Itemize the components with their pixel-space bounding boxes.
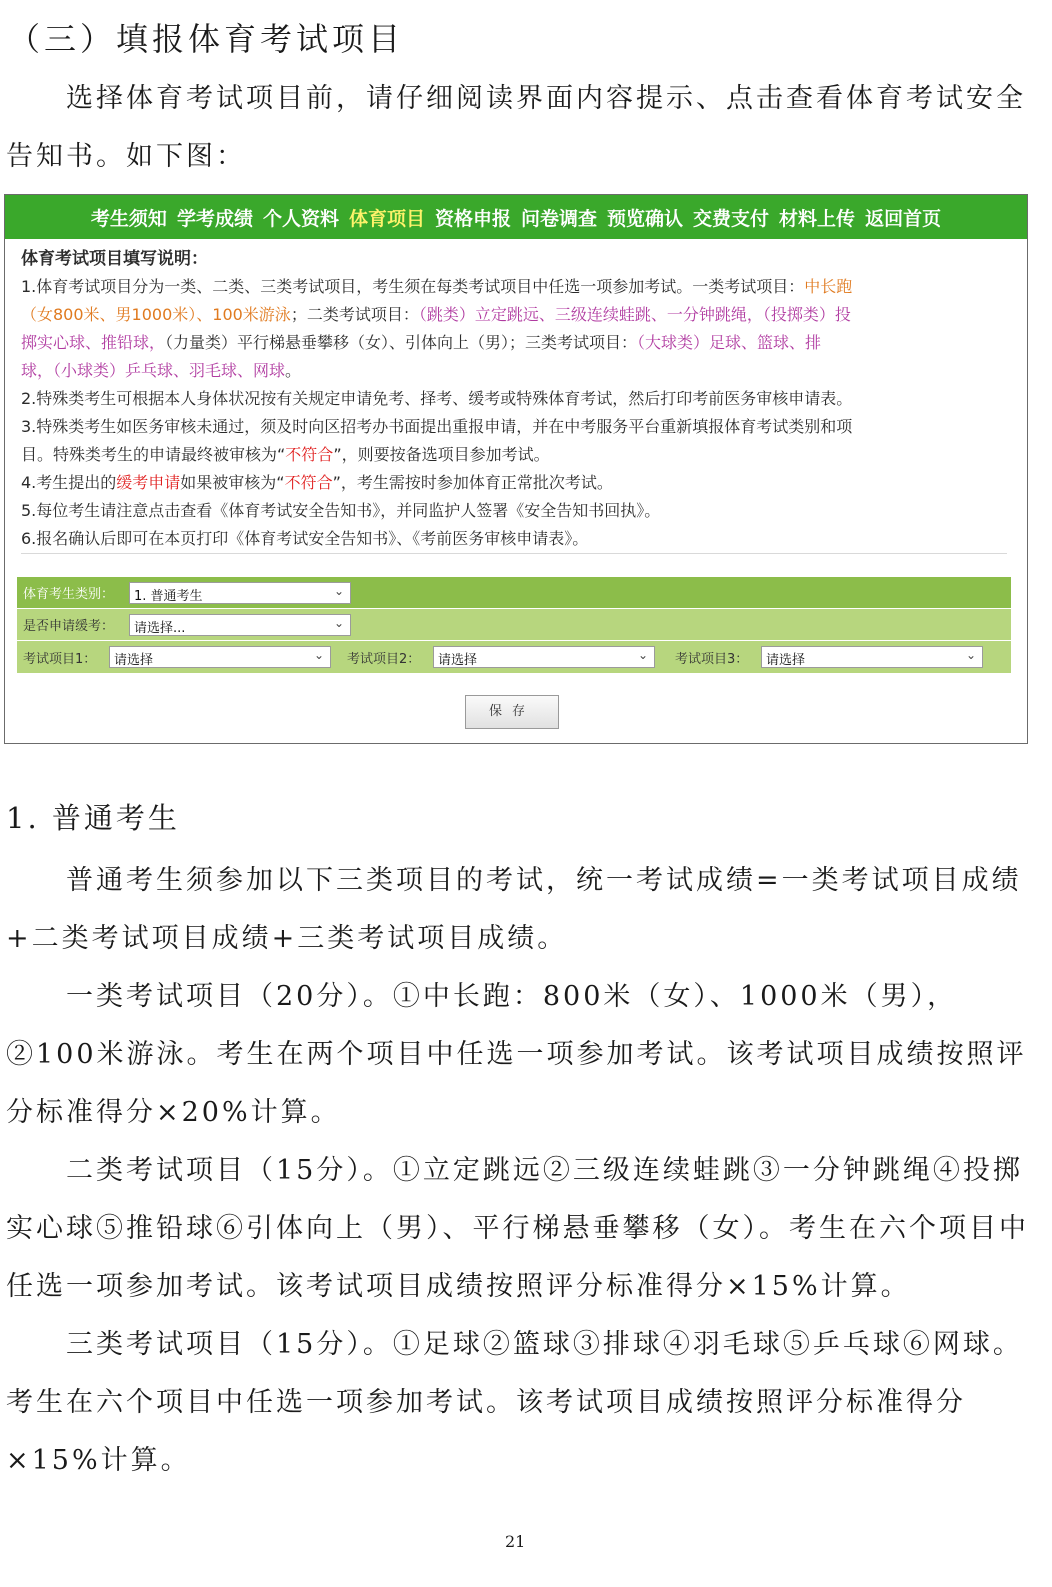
instruction-line xyxy=(21,441,1013,469)
defer-label: 是否申请缓考： xyxy=(23,619,115,634)
text: ；三类考试项目： xyxy=(509,333,638,352)
select-value: 请选择... xyxy=(134,620,186,636)
item2-label: 考试项目2： xyxy=(347,651,421,667)
category-select[interactable] xyxy=(129,582,351,604)
instruction-line: 6.报名确认后即可在本页打印《体育考试安全告知书》、《考前医务审核申请表》。 xyxy=(21,529,589,548)
instruction-line xyxy=(21,273,1013,301)
form-row-category xyxy=(17,577,1011,609)
item3-select[interactable] xyxy=(761,646,983,668)
chevron-down-icon: ⌄ xyxy=(313,648,324,662)
nav-item-qualification[interactable]: 资格申报 xyxy=(434,207,511,230)
text: 如果被审核为“ xyxy=(180,473,285,492)
instructions xyxy=(5,239,1027,553)
chevron-down-icon: ⌄ xyxy=(637,648,648,662)
select-value: 请选择 xyxy=(766,653,806,668)
text: ”，考生需按时参加体育正常批次考试。 xyxy=(332,473,613,492)
text: （女800米、男1000米）、100米游泳 xyxy=(21,305,291,324)
item1-select[interactable] xyxy=(109,646,331,668)
section-heading: （三）填报体育考试项目 xyxy=(8,20,405,58)
text: 。 xyxy=(285,361,302,380)
select-value: 请选择 xyxy=(438,653,478,668)
paragraph-category1: 一类考试项目（20分）。①中长跑：800米（女）、1000米（男），②100米游泳。考生在两个项目中任选一项参加考试。该考试项目成绩按照评分标准得分×20%计算。 xyxy=(6,981,1027,1128)
nav-item-upload[interactable]: 材料上传 xyxy=(779,207,856,230)
text: （跳类）立定跳远、三级连续蛙跳、一分钟跳绳，（投掷类）投 xyxy=(418,305,851,324)
nav-item-pe[interactable]: 体育项目 xyxy=(348,207,425,230)
chevron-down-icon: ⌄ xyxy=(333,583,344,598)
sub-heading: 1. 普通考生 xyxy=(6,801,180,835)
save-button[interactable]: 保存 xyxy=(465,695,559,729)
text: 掷实心球、推铅球， xyxy=(21,333,166,352)
nav-item-profile[interactable]: 个人资料 xyxy=(262,207,339,230)
text: （力量类）平行梯悬垂攀移（女）、引体向上（男） xyxy=(165,333,510,352)
item2-select[interactable] xyxy=(433,646,655,668)
paragraph-category2: 二类考试项目（15分）。①立定跳远②三级连续蛙跳③一分钟跳绳④投掷实心球⑤推铅球⑥引体向上（男）、平行梯悬垂攀移（女）。考生在六个项目中任选一项参加考试。该考试项目成绩按照评分标准得分×15%计算。 xyxy=(6,1155,1029,1302)
defer-select[interactable] xyxy=(129,614,351,636)
text: （大球类）足球、篮球、排 xyxy=(637,333,822,352)
nav-item-preview[interactable]: 预览确认 xyxy=(607,207,684,230)
nav-item-home[interactable]: 返回首页 xyxy=(865,207,942,230)
instruction-line xyxy=(21,301,1013,329)
instruction-line xyxy=(21,357,1013,385)
text: 缓考申请 xyxy=(116,473,181,492)
pe-form xyxy=(17,577,1011,673)
select-value: 请选择 xyxy=(114,653,154,668)
text: ”，则要按备选项目参加考试。 xyxy=(333,445,550,464)
nav-bar xyxy=(5,195,1027,239)
text: ；二类考试项目： xyxy=(290,305,419,324)
text: 不符合 xyxy=(285,445,334,464)
nav-item-payment[interactable]: 交费支付 xyxy=(693,207,770,230)
instructions-title: 体育考试项目填写说明： xyxy=(21,249,208,269)
chevron-down-icon: ⌄ xyxy=(333,615,344,630)
instruction-line xyxy=(21,329,1013,357)
paragraph-category3: 三类考试项目（15分）。①足球②篮球③排球④羽毛球⑤乒乓球⑥网球。考生在六个项目中任选一项参加考试。该考试项目成绩按照评分标准得分×15%计算。 xyxy=(6,1329,1023,1476)
chevron-down-icon: ⌄ xyxy=(965,648,976,662)
category-label: 体育考生类别： xyxy=(23,587,115,602)
nav-item-scores[interactable]: 学考成绩 xyxy=(176,207,253,230)
intro-paragraph: 选择体育考试项目前，请仔细阅读界面内容提示、点击查看体育考试安全告知书。如下图： xyxy=(6,83,1026,172)
item3-label: 考试项目3： xyxy=(675,651,749,667)
instruction-line xyxy=(21,469,1013,497)
instruction-line: 5.每位考生请注意点击查看《体育考试安全告知书》，并同监护人签署《安全告知书回执》。 xyxy=(21,501,661,520)
text: 球，（小球类）乒乓球、羽毛球、网球 xyxy=(21,361,286,380)
select-value: 1. 普通考生 xyxy=(134,588,203,604)
page-number: 21 xyxy=(505,1532,526,1551)
instruction-line: 3.特殊类考生如医务审核未通过，须及时向区招考办书面提出重报申请，并在中考服务平台重新填报体育考试类别和项 xyxy=(21,417,853,436)
text: 不符合 xyxy=(284,473,333,492)
paragraph-total: 普通考生须参加以下三类项目的考试，统一考试成绩=一类考试项目成绩+二类考试项目成绩+三类考试项目成绩。 xyxy=(6,865,1022,954)
item1-label: 考试项目1： xyxy=(23,651,97,667)
text: 目。特殊类考生的申请最终被审核为“ xyxy=(21,445,286,464)
registration-panel-screenshot xyxy=(4,194,1028,744)
text: 1.体育考试项目分为一类、二类、三类考试项目，考生须在每类考试项目中任选一项参加考试。一类考试项目： xyxy=(21,277,805,296)
divider xyxy=(21,553,1007,554)
nav-item-notice[interactable]: 考生须知 xyxy=(90,207,167,230)
form-row-items xyxy=(17,641,1011,673)
instruction-line: 2.特殊类考生可根据本人身体状况按有关规定申请免考、择考、缓考或特殊体育考试，然后打印考前医务审核申请表。 xyxy=(21,389,853,408)
form-row-defer xyxy=(17,609,1011,641)
text: 中长跑 xyxy=(804,277,853,296)
text: 4.考生提出的 xyxy=(21,473,117,492)
nav-item-survey[interactable]: 问卷调查 xyxy=(521,207,598,230)
